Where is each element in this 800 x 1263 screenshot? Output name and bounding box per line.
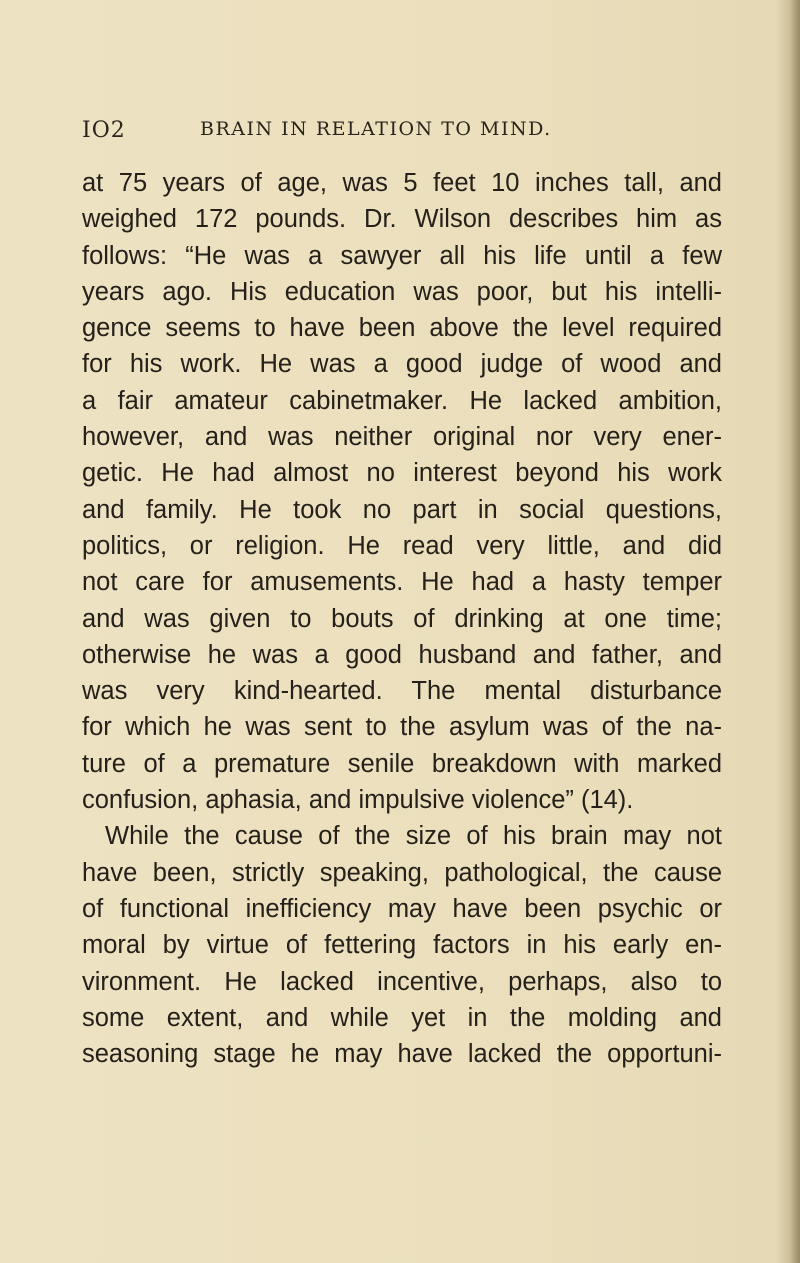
text-line: vironment. He lacked incentive, perhaps, also to: [82, 967, 722, 996]
text-line: follows: “He was a sawyer all his life until a few: [82, 241, 722, 270]
text-line: getic. He had almost no interest beyond his work: [82, 459, 722, 488]
text-line: have been, strictly speaking, pathological, the cause: [82, 858, 722, 887]
running-head: [82, 112, 722, 142]
text-line: not care for amusements. He had a hasty temper: [82, 568, 722, 597]
text-line: for which he was sent to the asylum was of the na-: [82, 713, 722, 742]
text-line: politics, or religion. He read very little, and did: [82, 531, 722, 560]
running-head-title: BRAIN IN RELATION TO MIND.: [200, 118, 552, 140]
text-line: a fair amateur cabinetmaker. He lacked ambition,: [82, 386, 722, 415]
page-number: IO2: [82, 118, 126, 143]
text-line: at 75 years of age, was 5 feet 10 inches tall, and: [82, 169, 722, 197]
page-edge-shadow: [790, 0, 800, 1263]
text-line: confusion, aphasia, and impulsive violence” (14).: [82, 786, 634, 815]
text-line: of functional inefficiency may have been psychic or: [82, 894, 722, 923]
body-text: [82, 165, 722, 1072]
text-line: for his work. He was a good judge of wood and: [82, 350, 722, 379]
text-line: and was given to bouts of drinking at one time;: [82, 604, 722, 633]
text-line: otherwise he was a good husband and father, and: [82, 640, 722, 669]
text-line: ture of a premature senile breakdown with marked: [82, 749, 722, 778]
text-line: some extent, and while yet in the molding and: [82, 1003, 722, 1032]
text-line: gence seems to have been above the level required: [82, 314, 722, 343]
text-line: years ago. His education was poor, but his intelli-: [82, 277, 722, 306]
text-line: moral by virtue of fettering factors in his early en-: [82, 931, 722, 960]
text-line: While the cause of the size of his brain may not: [105, 822, 722, 851]
text-line: seasoning stage he may have lacked the opportuni-: [82, 1040, 722, 1069]
text-line: was very kind-hearted. The mental disturbance: [82, 677, 722, 706]
text-line: and family. He took no part in social questions,: [82, 495, 722, 524]
text-line: however, and was neither original nor very ener-: [82, 423, 722, 452]
text-line: weighed 172 pounds. Dr. Wilson describes him as: [82, 205, 722, 234]
